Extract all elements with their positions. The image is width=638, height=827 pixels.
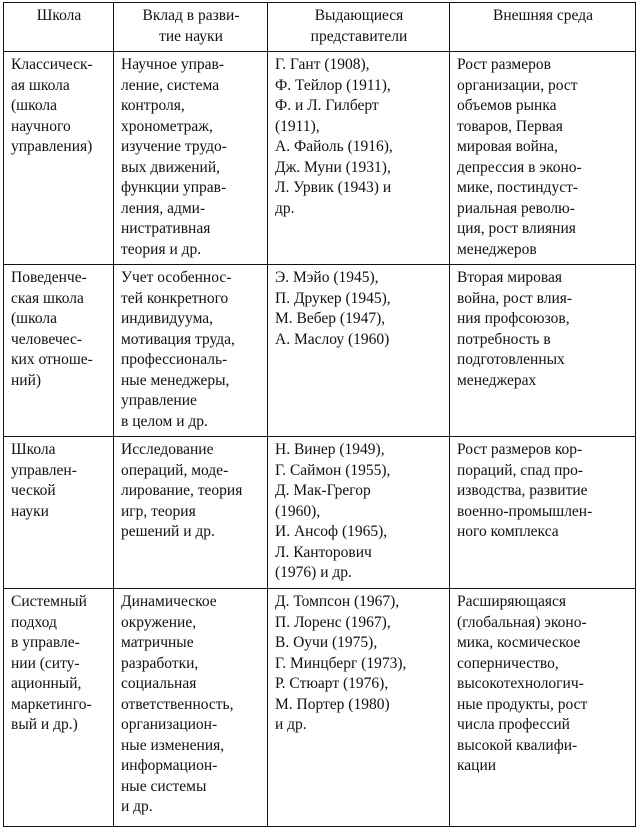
cell-line: др. bbox=[275, 199, 295, 217]
cell-line: ления, адми- bbox=[121, 199, 206, 217]
cell-line: Системный bbox=[11, 593, 87, 610]
cell-line: пораций, спад про- bbox=[457, 461, 584, 479]
school-cell bbox=[4, 265, 114, 437]
cell-line: игр, теория bbox=[121, 502, 196, 520]
cell-line: Д. Томпсон (1967), bbox=[275, 593, 400, 610]
cell-line: мике, постиндуст- bbox=[457, 179, 579, 196]
cell-line: индивидуума, bbox=[121, 310, 214, 327]
contribution-cell bbox=[114, 589, 268, 827]
cell-line: В. Оучи (1975), bbox=[275, 634, 378, 651]
cell-line: ные продукты, рост bbox=[457, 695, 588, 713]
cell-line: Д. Мак-Грегор bbox=[275, 482, 371, 499]
cell-line: ская школа bbox=[11, 289, 84, 307]
cell-line: социальная bbox=[121, 675, 197, 692]
cell-line: риальная револю- bbox=[457, 199, 575, 217]
cell-line: научного bbox=[11, 117, 71, 135]
header-row bbox=[4, 3, 636, 52]
cell-line: профессиональ- bbox=[121, 351, 228, 368]
cell-line: изводства, развитие bbox=[457, 482, 588, 499]
cell-line: в целом и др. bbox=[121, 412, 208, 430]
cell-line: Научное управ- bbox=[121, 56, 224, 73]
header-line: тие науки bbox=[159, 27, 223, 45]
cell-line: военно-промышлен- bbox=[457, 502, 593, 520]
cell-line: Учет особеннос- bbox=[121, 269, 232, 286]
cell-line: (1911), bbox=[275, 117, 320, 135]
header-line: Выдающиеся bbox=[314, 7, 404, 24]
cell-line: Динамическое bbox=[121, 593, 217, 610]
header-line: представители bbox=[310, 27, 408, 45]
cell-line: подход bbox=[11, 613, 57, 631]
cell-line: управление bbox=[121, 392, 197, 409]
cell-line: товаров, Первая bbox=[457, 117, 563, 135]
cell-line: нии (ситу- bbox=[11, 654, 80, 672]
cell-line: лирование, теория bbox=[121, 482, 243, 499]
cell-line: Л. Урвик (1943) и bbox=[275, 179, 392, 196]
table-row bbox=[4, 52, 636, 265]
cell-line: ция, рост влияния bbox=[457, 220, 576, 237]
cell-line: числа профессий bbox=[457, 716, 570, 733]
cell-line: (1960), bbox=[275, 502, 321, 520]
cell-line: изучение трудо- bbox=[121, 138, 227, 155]
cell-line: вый и др.) bbox=[11, 716, 78, 733]
cell-line: Школа bbox=[11, 441, 56, 458]
cell-line: И. Ансоф (1965), bbox=[275, 523, 388, 540]
cell-line: матричные bbox=[121, 634, 194, 651]
header-line: Школа bbox=[36, 7, 82, 24]
environment-cell bbox=[450, 589, 636, 827]
cell-line: в управле- bbox=[11, 634, 80, 651]
cell-line: ких отноше- bbox=[11, 351, 93, 368]
cell-line: контроля, bbox=[121, 97, 185, 114]
cell-line: объемов рынка bbox=[457, 97, 557, 114]
school-cell bbox=[4, 52, 114, 265]
header-environment bbox=[450, 3, 636, 52]
cell-line: (1976) и др. bbox=[275, 564, 352, 581]
cell-line: управлен- bbox=[11, 461, 77, 479]
cell-line: менеджеров bbox=[457, 240, 537, 258]
cell-line: мика, космическое bbox=[457, 634, 581, 651]
school-cell bbox=[4, 437, 114, 589]
cell-line: Н. Винер (1949), bbox=[275, 441, 385, 458]
cell-line: науки bbox=[11, 502, 49, 520]
environment-cell bbox=[450, 265, 636, 437]
cell-line: операций, моде- bbox=[121, 461, 229, 479]
cell-line: ния профсоюзов, bbox=[457, 310, 570, 327]
cell-line: организацион- bbox=[121, 716, 218, 733]
cell-line: Ф. Тейлор (1911), bbox=[275, 76, 391, 94]
cell-line: (школа bbox=[11, 310, 58, 327]
representatives-cell bbox=[268, 589, 450, 827]
table-body bbox=[4, 52, 636, 827]
header-school bbox=[4, 3, 114, 52]
representatives-cell bbox=[268, 265, 450, 437]
cell-line: А. Файоль (1916), bbox=[275, 138, 393, 155]
table-row bbox=[4, 265, 636, 437]
contribution-cell bbox=[114, 437, 268, 589]
cell-line: ческой bbox=[11, 482, 56, 499]
school-cell bbox=[4, 589, 114, 827]
environment-cell bbox=[450, 52, 636, 265]
cell-line: маркетинго- bbox=[11, 695, 92, 713]
cell-line: ационный, bbox=[11, 675, 82, 692]
cell-line: разработки, bbox=[121, 654, 199, 672]
cell-line: ответственность, bbox=[121, 695, 234, 713]
cell-line: и др. bbox=[121, 798, 153, 815]
cell-line: мотивация труда, bbox=[121, 330, 235, 348]
cell-line: М. Вебер (1947), bbox=[275, 310, 386, 327]
cell-line: ление, система bbox=[121, 76, 220, 94]
cell-line: война, рост влия- bbox=[457, 289, 573, 307]
cell-line: ая школа bbox=[11, 76, 70, 94]
cell-line: вых движений, bbox=[121, 158, 221, 176]
cell-line: Э. Мэйо (1945), bbox=[275, 269, 379, 286]
cell-line: ного комплекса bbox=[457, 523, 559, 540]
header-line: Внешняя среда bbox=[493, 7, 593, 24]
cell-line: ные системы bbox=[121, 777, 207, 795]
cell-line: управления) bbox=[11, 138, 93, 155]
cell-line: Ф. и Л. Гилберт bbox=[275, 97, 379, 114]
cell-line: П. Друкер (1945), bbox=[275, 289, 391, 307]
cell-line: Рост размеров bbox=[457, 56, 551, 73]
cell-line: М. Портер (1980) bbox=[275, 695, 390, 713]
cell-line: ные менеджеры, bbox=[121, 371, 230, 389]
header-contribution bbox=[114, 3, 268, 52]
cell-line: Вторая мировая bbox=[457, 269, 563, 286]
cell-line: кации bbox=[457, 757, 497, 774]
cell-line: окружение, bbox=[121, 613, 197, 631]
cell-line: Г. Саймон (1955), bbox=[275, 461, 391, 479]
cell-line: Г. Гант (1908), bbox=[275, 56, 370, 73]
environment-cell bbox=[450, 437, 636, 589]
contribution-cell bbox=[114, 52, 268, 265]
cell-line: (глобальная) эконо- bbox=[457, 613, 587, 631]
cell-line: П. Лоренс (1967), bbox=[275, 613, 391, 631]
cell-line: мировая война, bbox=[457, 138, 558, 155]
cell-line: Исследование bbox=[121, 441, 214, 458]
cell-line: организации, рост bbox=[457, 76, 578, 94]
representatives-cell bbox=[268, 437, 450, 589]
cell-line: хронометраж, bbox=[121, 117, 213, 135]
cell-line: функции управ- bbox=[121, 179, 227, 196]
table-row bbox=[4, 589, 636, 827]
cell-line: А. Маслоу (1960) bbox=[275, 330, 390, 348]
cell-line: Расширяющаяся bbox=[457, 593, 567, 610]
cell-line: Р. Стюарт (1976), bbox=[275, 675, 389, 692]
schools-table bbox=[3, 2, 636, 827]
cell-line: теория и др. bbox=[121, 240, 202, 258]
cell-line: Л. Канторович bbox=[275, 543, 372, 561]
table-row bbox=[4, 437, 636, 589]
cell-line: высокой квалифи- bbox=[457, 736, 578, 754]
cell-line: соперничество, bbox=[457, 654, 559, 672]
cell-line: Классическ- bbox=[11, 56, 93, 73]
cell-line: потребность в bbox=[457, 330, 551, 348]
cell-line: депрессия в эконо- bbox=[457, 158, 582, 176]
header-representatives bbox=[268, 3, 450, 52]
cell-line: высокотехнологич- bbox=[457, 675, 584, 692]
cell-line: и др. bbox=[275, 716, 307, 733]
cell-line: менеджерах bbox=[457, 371, 537, 389]
cell-line: Г. Минцберг (1973), bbox=[275, 654, 407, 672]
cell-line: Поведенче- bbox=[11, 269, 87, 286]
cell-line: информацион- bbox=[121, 757, 218, 774]
cell-line: подготовленных bbox=[457, 351, 565, 368]
cell-line: тей конкретного bbox=[121, 289, 229, 307]
cell-line: решений и др. bbox=[121, 523, 215, 540]
header-line: Вклад в разви- bbox=[142, 7, 240, 24]
cell-line: человечес- bbox=[11, 330, 82, 348]
cell-line: Рост размеров кор- bbox=[457, 441, 583, 458]
cell-line: ний) bbox=[11, 371, 42, 389]
contribution-cell bbox=[114, 265, 268, 437]
cell-line: ные изменения, bbox=[121, 736, 225, 754]
cell-line: (школа bbox=[11, 97, 58, 114]
cell-line: нистративная bbox=[121, 220, 211, 237]
representatives-cell bbox=[268, 52, 450, 265]
cell-line: Дж. Муни (1931), bbox=[275, 158, 391, 176]
